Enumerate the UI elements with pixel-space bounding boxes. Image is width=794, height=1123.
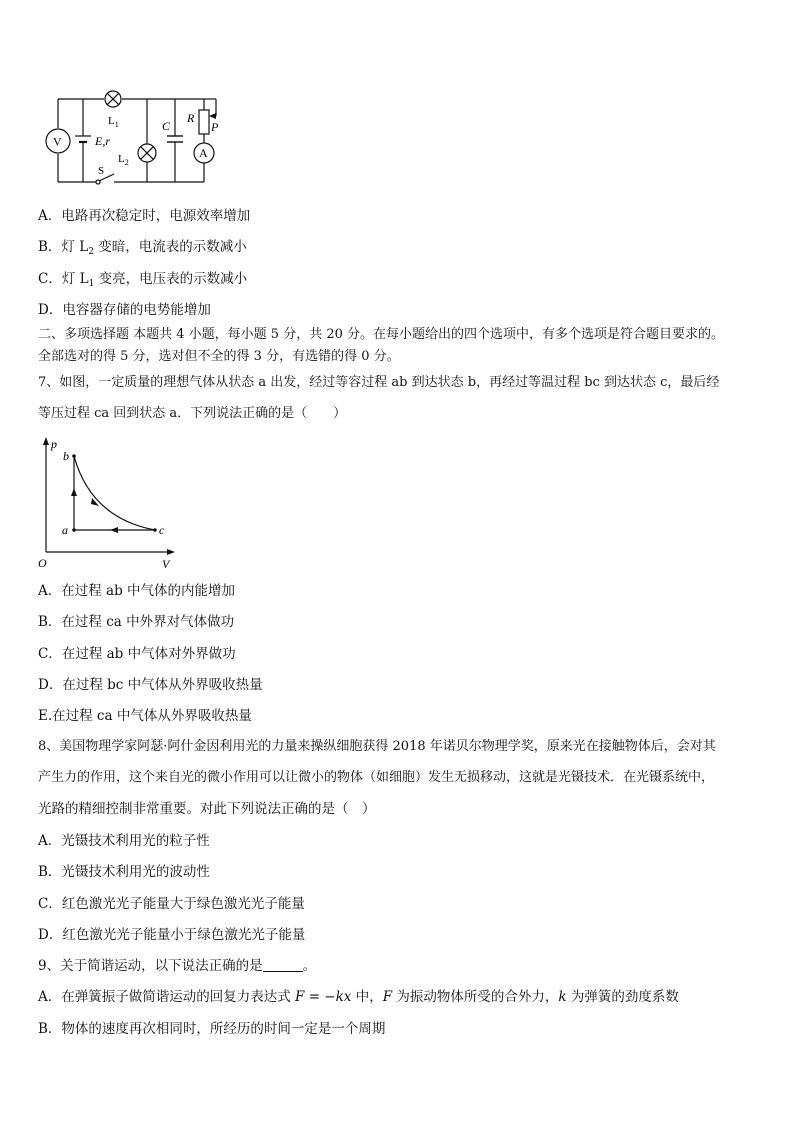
q8-stem-line1: 8、美国物理学家阿瑟·阿什金因利用光的力量来操纵细胞获得 2018 年诺贝尔物理学奖，原来光在接触物体后，会对其 [38, 739, 716, 754]
q8-option-b: B．光镊技术利用光的波动性 [38, 864, 210, 880]
capacitor-label: C [162, 119, 171, 133]
v-axis-label: V [162, 557, 170, 571]
bc-arrow-icon [91, 498, 99, 506]
ammeter-label: A [199, 146, 208, 160]
q6-option-a: A．电路再次稳定时，电源效率增加 [38, 208, 251, 224]
q6-option-c: C．灯 $L_1$ 变亮，电压表的示数减小 [38, 271, 248, 289]
switch-label: S [98, 165, 105, 177]
q7-stem-line2: 等压过程 ca 回到状态 a．下列说法正确的是（ ） [38, 406, 347, 421]
q8-option-a: A．光镊技术利用光的粒子性 [38, 833, 210, 849]
q7-option-b: B．在过程 ca 中外界对气体做功 [38, 614, 235, 630]
v-axis-arrow-icon [167, 549, 175, 555]
q6-option-b: B．灯 $L_2$ 变暗，电流表的示数减小 [38, 239, 247, 257]
state-c-label: c [159, 523, 165, 537]
lamp-l1-icon [105, 91, 121, 107]
lamp-l2-label: $L_2$ [118, 153, 129, 167]
origin-label: O [38, 556, 47, 570]
battery-icon [75, 136, 91, 142]
lamp-l1-label: $L_1$ [108, 115, 119, 129]
ca-arrow-icon [110, 527, 118, 533]
ab-arrow-icon [71, 488, 77, 496]
q9-option-b: B．物体的速度再次相同时，所经历的时间一定是一个周期 [38, 1021, 386, 1037]
q7-option-d: D．在过程 bc 中气体从外界吸收热量 [38, 677, 263, 693]
q8-option-c: C．红色激光光子能量大于绿色激光光子能量 [38, 896, 305, 912]
slider-label: P [211, 120, 219, 134]
q7-option-e: E.在过程 ca 中气体从外界吸收热量 [38, 708, 252, 724]
slider-arrow-icon [209, 113, 216, 119]
state-b-label: b [63, 449, 69, 463]
q8-stem-line2: 产生力的作用，这个来自光的微小作用可以让微小的物体（如细胞）发生无损移动，这就是光镊技术．在光镊系统中， [38, 770, 715, 785]
q7-stem-line1: 7、如图，一定质量的理想气体从状态 a 出发，经过等容过程 ab 到达状态 b，再经过等温过程 bc 到达状态 c，最后经 [38, 375, 720, 390]
q7-option-c: C．在过程 ab 中气体对外界做功 [38, 646, 236, 662]
answer-blank [263, 957, 303, 972]
q9-option-a: A．在弹簧振子做简谐运动的回复力表达式 F = −kx 中，F 为振动物体所受的合外力，k 为弹簧的劲度系数 [38, 989, 679, 1005]
section2-heading-line2: 全部选对的得 5 分，选对但不全的得 3 分，有选错的得 0 分。 [38, 349, 400, 364]
q8-stem-line3: 光路的精细控制非常重要。对此下列说法正确的是（ ） [38, 801, 376, 817]
q6-option-d: D．电容器存储的电势能增加 [38, 302, 211, 318]
q7-option-a: A．在过程 ab 中气体的内能增加 [38, 583, 236, 599]
p-axis-label: p [51, 437, 57, 451]
state-a-label: a [62, 523, 68, 537]
rheostat-icon [199, 110, 209, 134]
pv-graph [36, 434, 186, 574]
p-axis-arrow-icon [43, 437, 49, 445]
section2-heading: 二、多项选择题 本题共 4 小题，每小题 5 分，共 20 分。在每小题给出的四个选项中，有多个选项是符合题目要求的。 [38, 327, 725, 342]
lamp-l2-icon [138, 144, 156, 162]
battery-label: E,r [95, 134, 110, 148]
voltmeter-label: V [53, 134, 62, 149]
capacitor-icon [167, 136, 183, 142]
q9-stem: 9、关于简谐运动，以下说法正确的是 。 [38, 958, 317, 974]
rheostat-label: R [187, 111, 195, 125]
q8-option-d: D．红色激光光子能量小于绿色激光光子能量 [38, 927, 306, 943]
circuit-diagram [38, 84, 228, 188]
